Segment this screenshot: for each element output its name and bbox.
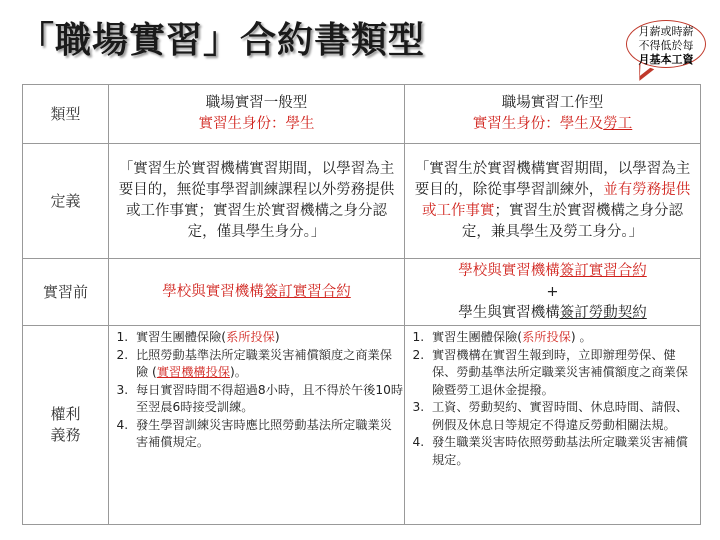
- rights-label-1: 權利: [50, 405, 81, 423]
- list-item: 2. 實習機構在實習生報到時，立即辦理勞保、健保、勞動基準法所定職業災害補償額度之商業保險暨勞工退休金提撥。: [428, 347, 699, 400]
- work-definition: [405, 144, 701, 259]
- work-definition-text-a: 「實習生於實習機構實習期間，以學習為主要目的，除從事學習訓練外，: [414, 161, 691, 198]
- contract-types-table: [22, 84, 701, 525]
- work-type-heading: 職場實習工作型: [501, 95, 604, 111]
- work-type-identity: [406, 114, 699, 135]
- list-item: 3. 工資、勞動契約、實習時間、休息時間、請假、例假及休息日等規定不得違反勞動相關法規。: [428, 399, 699, 434]
- list-item: 3. 每日實習時間不得超過8小時，且不得於午後10時至翌晨6時接受訓練。: [132, 382, 403, 417]
- definition-label: 定義: [50, 191, 81, 210]
- work-pre-line-1-text: 學校與實習機構: [458, 262, 560, 279]
- list-item: 4. 發生學習訓練災害時應比照勞動基法所定職業災害補償規定。: [132, 417, 403, 452]
- work-pre-line-3: [406, 303, 699, 324]
- work-pre-line-3-underline: 簽訂勞動契約: [559, 304, 647, 321]
- pre-internship-row: [23, 259, 701, 326]
- work-definition-text-b: ；實習生於實習機構之身分認定，兼具學生及勞工身分。」: [461, 203, 683, 240]
- general-pre-underline: 簽訂實習合約: [263, 283, 351, 300]
- general-definition-text: 「實習生於實習機構實習期間，以學習為主要目的，無從事學習訓練課程以外勞務提供或工作事實；實習生於實習機構之身分認定，僅具學生身分。」: [118, 161, 395, 240]
- work-rights-list: [406, 329, 699, 469]
- work-pre-line-1-underline: 簽訂實習合約: [559, 262, 647, 279]
- general-pre: [109, 259, 405, 326]
- list-item: 4. 發生職業災害時依照勞動基法所定職業災害補償規定。: [428, 434, 699, 469]
- list-item: 1. 實習生團體保險(系所投保) 。: [428, 329, 699, 347]
- general-pre-text: 學校與實習機構: [162, 283, 264, 300]
- work-pre-plus: +: [546, 283, 559, 300]
- general-rights: [109, 326, 405, 525]
- pre-label: 實習前: [42, 282, 88, 301]
- work-pre: [405, 259, 701, 326]
- general-definition: [109, 144, 405, 259]
- page-title: 「職場實習」合約書類型: [18, 20, 426, 61]
- wage-callout: [626, 20, 706, 68]
- general-type-heading: 職場實習一般型: [205, 95, 308, 111]
- rights-label-cell: [23, 326, 109, 525]
- callout-line-3: 月基本工資: [638, 53, 694, 66]
- type-label: 類型: [50, 104, 81, 123]
- work-pre-line-3-text: 學生與實習機構: [458, 304, 560, 321]
- list-item: 1. 實習生團體保險(系所投保): [132, 329, 403, 347]
- work-type-identity-worker: 勞工: [603, 116, 633, 132]
- type-label-cell: [23, 85, 109, 144]
- callout-line-2: 不得低於每: [638, 39, 694, 52]
- callout-line-1: 月薪或時薪: [638, 25, 694, 38]
- work-rights: [405, 326, 701, 525]
- list-item: 2. 比照勞動基準法所定職業災害補償額度之商業保險 (實習機構投保)。: [132, 347, 403, 382]
- general-rights-list: [110, 329, 403, 452]
- header-row: [23, 85, 701, 144]
- definition-label-cell: [23, 144, 109, 259]
- definition-row: [23, 144, 701, 259]
- pre-label-cell: [23, 259, 109, 326]
- work-type-identity-prefix: 實習生身份：學生及: [472, 116, 604, 132]
- rights-label-2: 義務: [50, 426, 81, 444]
- rights-row: [23, 326, 701, 525]
- general-type-identity: 實習生身份：學生: [198, 116, 315, 132]
- general-type-header: [109, 85, 405, 144]
- work-definition-highlight: 並有勞務提供或工作事實: [422, 182, 691, 219]
- work-type-header: [405, 85, 701, 144]
- work-pre-line-1: [406, 261, 699, 282]
